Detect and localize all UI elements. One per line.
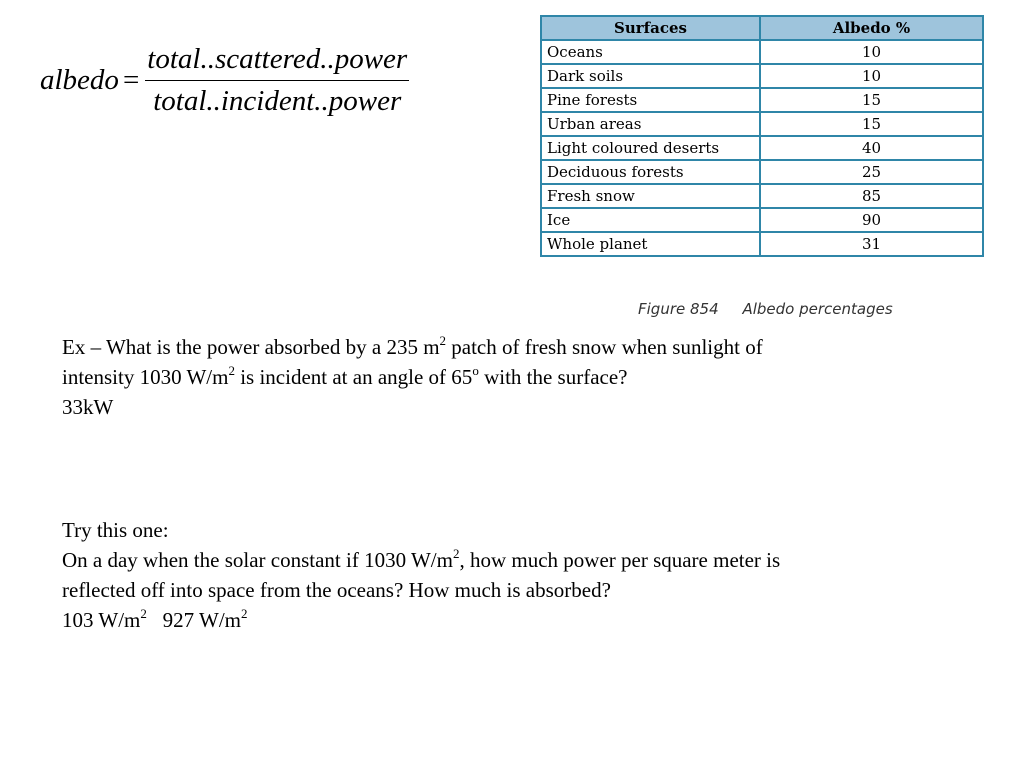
practice-line-1: [62, 545, 962, 575]
practice-heading: Try this one:: [62, 518, 169, 542]
surface-cell: Urban areas: [541, 112, 760, 136]
surface-cell: Ice: [541, 208, 760, 232]
albedo-cell: 90: [760, 208, 983, 232]
surface-cell: Whole planet: [541, 232, 760, 256]
table-row: [541, 208, 983, 232]
superscript: 2: [228, 363, 235, 378]
practice-line-2: reflected off into space from the oceans? How much is absorbed?: [62, 578, 611, 602]
practice-text: On a day when the solar constant if 1030 W/m: [62, 548, 453, 572]
table-row: [541, 64, 983, 88]
table-row: [541, 40, 983, 64]
table-row: [541, 88, 983, 112]
example-line-2: [62, 362, 962, 392]
example-text: intensity 1030 W/m: [62, 365, 229, 389]
table-row: [541, 184, 983, 208]
surface-cell: Oceans: [541, 40, 760, 64]
albedo-cell: 10: [760, 64, 983, 88]
table-row: [541, 112, 983, 136]
practice-answers: [62, 605, 962, 635]
surface-cell: Dark soils: [541, 64, 760, 88]
albedo-cell: 25: [760, 160, 983, 184]
surface-cell: Pine forests: [541, 88, 760, 112]
albedo-table: [540, 15, 984, 257]
example-text: patch of fresh snow when sunlight of: [446, 335, 763, 359]
formula-fraction: [145, 43, 409, 118]
example-problem: [62, 332, 962, 422]
example-answer: 33kW: [62, 395, 114, 419]
albedo-cell: 85: [760, 184, 983, 208]
surface-cell: Deciduous forests: [541, 160, 760, 184]
example-text: is incident at an angle of 65: [234, 365, 473, 389]
answer-reflected: 103 W/m: [62, 608, 141, 632]
practice-problem: [62, 515, 962, 635]
superscript: 2: [241, 606, 248, 621]
table-row: [541, 136, 983, 160]
table-row: [541, 232, 983, 256]
albedo-cell: 15: [760, 88, 983, 112]
albedo-formula: [40, 30, 409, 130]
degree-superscript: o: [472, 363, 479, 378]
albedo-cell: 10: [760, 40, 983, 64]
answer-absorbed: 927 W/m: [162, 608, 241, 632]
surface-cell: Fresh snow: [541, 184, 760, 208]
formula-numerator: total..scattered..power: [145, 43, 409, 81]
surface-cell: Light coloured deserts: [541, 136, 760, 160]
practice-text: , how much power per square meter is: [459, 548, 781, 572]
formula-equals: =: [122, 63, 140, 96]
example-text: Ex – What is the power absorbed by a 235 m: [62, 335, 440, 359]
albedo-cell: 31: [760, 232, 983, 256]
albedo-cell: 40: [760, 136, 983, 160]
example-line-1: [62, 332, 962, 362]
albedo-cell: 15: [760, 112, 983, 136]
header-albedo: Albedo %: [760, 16, 983, 40]
example-text: with the surface?: [478, 365, 628, 389]
superscript: 2: [452, 546, 460, 561]
formula-denominator: total..incident..power: [153, 84, 402, 117]
superscript: 2: [439, 333, 447, 348]
table-row: [541, 160, 983, 184]
figure-caption: Figure 854 Albedo percentages: [638, 300, 893, 318]
table-header-row: [541, 16, 983, 40]
superscript: 2: [140, 606, 147, 621]
formula-lhs: albedo: [40, 63, 119, 96]
header-surfaces: Surfaces: [541, 16, 760, 40]
